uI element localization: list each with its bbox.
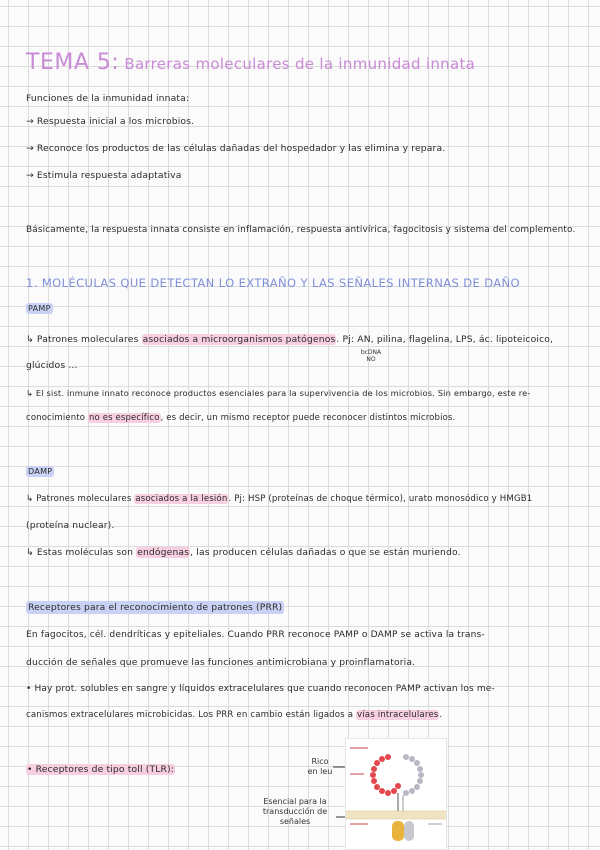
damp-highlight: asociados a la lesión (135, 494, 228, 504)
note-essential-line-3: señales (279, 817, 311, 826)
prr-heading-label: Receptores para el reconocimiento de patrones (PRR) (28, 602, 283, 613)
note-essential-line-2: transducción de (262, 807, 328, 816)
damp-line-3-post: , las producen células dañadas o que se están muriendo. (190, 547, 461, 558)
tlr-structure-figure (345, 738, 447, 850)
an-annotation-line-1: bcDNA (360, 349, 382, 356)
prr-line-4 (26, 710, 442, 720)
pamp-line-1-pre: ↳ Patrones moleculares (26, 334, 142, 345)
pamp-line-4-pre: conocimiento (26, 413, 88, 423)
damp-endogenous-highlight: endógenas (137, 547, 190, 558)
note-essential-line-1: Esencial para la (263, 797, 327, 806)
prr-heading (26, 602, 284, 613)
prr-line-2: ducción de señales que promueve las funciones antimicrobiana y proinflamatoria. (26, 657, 416, 668)
intro-item-1: → Respuesta inicial a los microbios. (26, 116, 195, 127)
prr-line-3: • Hay prot. solubles en sangre y líquidos extracelulares que cuando reconocen PAMP activan los me- (26, 684, 495, 694)
damp-line-3 (26, 547, 461, 558)
an-annotation-line-2: NO (366, 356, 376, 363)
prr-intracellular-highlight: vías intracelulares (357, 710, 439, 720)
an-annotation (356, 349, 386, 363)
note-rich-line-2: en leu (307, 767, 333, 776)
damp-line-1-pre: ↳ Patrones moleculares (26, 494, 135, 504)
tlr-structure-icon (346, 739, 446, 849)
intro-heading: Funciones de la inmunidad innata: (26, 93, 190, 104)
pamp-line-1 (26, 334, 553, 345)
pamp-line-4 (26, 413, 455, 423)
prr-line-4-post: . (439, 710, 443, 720)
intro-summary: Básicamente, la respuesta innata consiste en inflamación, respuesta antivírica, fagocitosis y sistema del complemento. (26, 225, 576, 235)
tlr-heading-label: • Receptores de tipo toll (TLR): (27, 764, 175, 775)
title-rest: Barreras moleculares de la inmunidad innata (119, 55, 476, 73)
prr-line-1: En fagocitos, cél. dendríticas y epiteliales. Cuando PRR reconoce PAMP o DAMP se activa la trans- (26, 630, 485, 640)
pamp-line-3: ↳ El sist. inmune innato reconoce productos esenciales para la supervivencia de los microbios. Sin embargo, este re- (26, 388, 531, 398)
damp-tag-label: DAMP (28, 467, 53, 476)
note-rich-line-1: Rico (311, 757, 329, 766)
damp-line-3-pre: ↳ Estas moléculas son (26, 547, 137, 558)
section-1-heading: 1. MOLÉCULAS QUE DETECTAN LO EXTRAÑO Y LAS SEÑALES INTERNAS DE DAÑO (26, 276, 520, 290)
damp-line-1 (26, 494, 532, 504)
pamp-line-1-post: . Pj: AN, pilina, flagelina, LPS, ác. lipoteicoico, (336, 334, 554, 345)
pamp-tag (26, 304, 53, 313)
pamp-highlight: asociados a microorganismos patógenos (142, 334, 336, 345)
intro-item-3: → Estimula respuesta adaptativa (26, 170, 182, 181)
damp-line-1-post: . Pj: HSP (proteínas de choque térmico), urato monosódico y HMGB1 (228, 494, 533, 504)
page-title (26, 50, 475, 75)
intro-item-2: → Reconoce los productos de las células dañadas del hospedador y las elimina y repara. (26, 143, 446, 154)
damp-tag (26, 467, 54, 476)
prr-line-4-pre: canismos extracelulares microbicidas. Los PRR en cambio están ligados a (26, 710, 356, 720)
damp-line-2: (proteína nuclear). (26, 520, 115, 531)
pamp-line-4-post: , es decir, un mismo receptor puede reconocer distintos microbios. (160, 413, 456, 423)
pamp-line-2: glúcidos ... (26, 360, 78, 371)
note-essential (250, 797, 340, 827)
pamp-nonspecific-highlight: no es específico (88, 413, 160, 423)
title-lead: TEMA 5: (26, 50, 120, 75)
pamp-tag-label: PAMP (28, 304, 51, 313)
tlr-heading (26, 764, 175, 775)
